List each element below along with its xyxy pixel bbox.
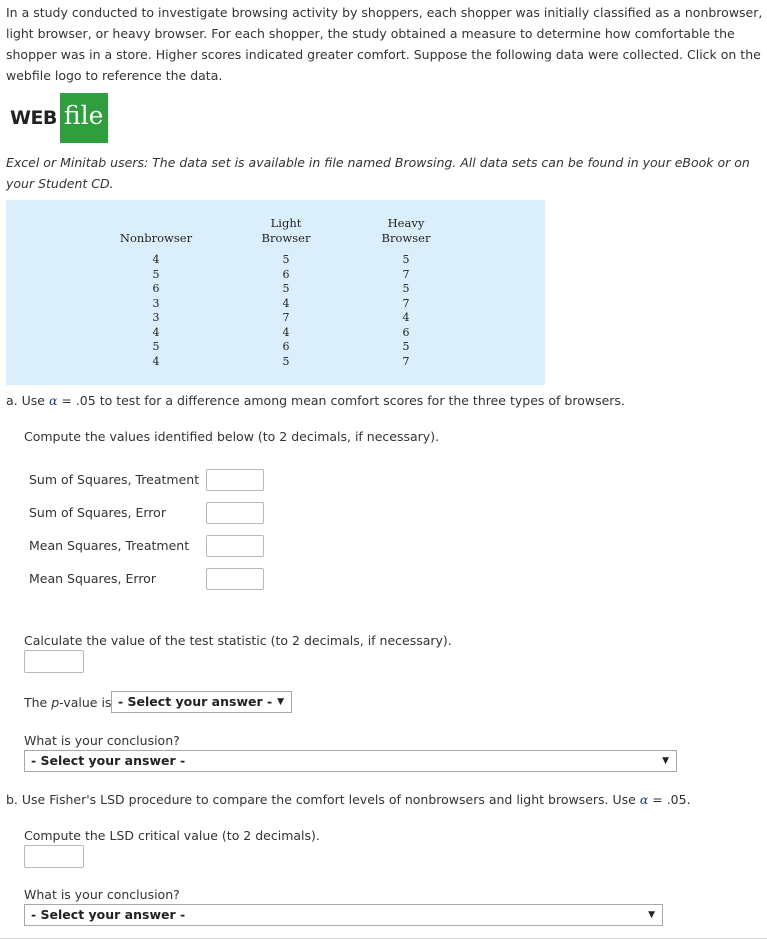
conclusion-select-a[interactable] [24,750,677,772]
data-cell: 4 [152,354,160,368]
data-cell: 5 [402,340,410,353]
data-cell: 4 [282,296,290,310]
webfile-logo-link[interactable] [6,93,108,143]
compute-instruction: Compute the values identified below (to 2 decimals, if necessary). [24,429,440,444]
conclusion-question-b: What is your conclusion? [24,887,180,902]
data-cell: 5 [152,340,160,353]
excel-minitab-note: Excel or Minitab users: The data set is available in file named Browsing. All data sets can be found in your eBook or on your Student CD. [6,155,750,191]
data-cell: 4 [402,311,410,324]
data-cell: 5 [152,267,160,281]
header-line: Light [270,216,302,230]
data-cell: 4 [152,325,160,339]
column-header-nonbrowser [106,200,206,246]
column-header-light-browser [236,200,336,246]
divider [0,938,767,939]
part-a-prefix: a. Use [6,393,45,408]
webfile-logo-web: WEB [10,107,57,129]
webfile-logo-file: file [60,93,108,143]
data-cell: 6 [402,325,410,339]
dropdown-arrow-icon: ▼ [648,910,655,920]
header-line: Browser [381,231,431,245]
alpha-symbol: α [48,393,58,408]
data-cell: 6 [282,267,290,281]
data-cell: 7 [282,311,290,324]
data-cell: 4 [152,253,160,266]
lsd-instruction: Compute the LSD critical value (to 2 decimals). [24,828,320,843]
conclusion-question-a: What is your conclusion? [24,733,180,748]
data-cell: 4 [282,325,290,339]
ms-treatment-label: Mean Squares, Treatment [29,538,190,553]
ss-treatment-input[interactable] [206,469,264,491]
data-cell: 5 [282,354,290,368]
part-b-prefix: b. Use Fisher's LSD procedure to compare the comfort levels of nonbrowsers and light browsers. Use [6,792,636,807]
data-cell: 5 [402,282,410,295]
pvalue-p: p [51,695,60,710]
data-cell: 7 [402,296,410,310]
ms-error-label: Mean Squares, Error [29,571,156,586]
ms-error-input[interactable] [206,568,264,590]
part-b-question [6,792,691,807]
data-cell: 5 [402,253,410,266]
test-statistic-input[interactable] [24,650,84,673]
data-cell: 6 [282,340,290,353]
ss-error-input[interactable] [206,502,264,524]
header-line: Heavy [387,216,425,230]
data-table [6,200,545,385]
column-values-light-browser [236,253,336,369]
conclusion-select-b-value: - Select your answer - [31,907,186,922]
ss-error-label: Sum of Squares, Error [29,505,166,520]
column-values-nonbrowser [106,253,206,369]
pvalue-suffix: -value is [59,695,112,710]
part-b-suffix: = .05. [652,792,691,807]
data-cell: 3 [152,311,160,324]
part-a-suffix: = .05 to test for a difference among mean comfort scores for the three types of browsers. [61,393,625,408]
data-cell: 3 [152,296,160,310]
part-a-question [6,393,625,408]
dropdown-arrow-icon: ▼ [662,756,669,766]
header-line: Browser [261,231,311,245]
data-cell: 7 [402,354,410,368]
column-values-heavy-browser [356,253,456,369]
ms-treatment-input[interactable] [206,535,264,557]
column-header-heavy-browser [356,200,456,246]
problem-intro: In a study conducted to investigate browsing activity by shoppers, each shopper was initially classified as a nonbrowser, light browser, or heavy browser. For each shopper, the study obtained a measure to determine how comfortable the shopper was in a store. Higher scores indicated greater comfort. Suppose the following data were collected. Click on the webfile logo to reference the data. [6,5,763,83]
data-cell: 6 [152,282,160,295]
conclusion-select-a-value: - Select your answer - [31,753,186,768]
pvalue-select-value: - Select your answer - [118,694,273,709]
data-cell: 5 [282,282,290,295]
dropdown-arrow-icon: ▼ [277,697,284,707]
alpha-symbol: α [639,792,649,807]
pvalue-label [24,695,111,710]
pvalue-prefix: The [24,695,48,710]
data-cell: 5 [282,253,290,266]
pvalue-select[interactable] [111,691,292,713]
header-line: Nonbrowser [119,231,193,245]
conclusion-select-b[interactable] [24,904,663,926]
test-statistic-instruction: Calculate the value of the test statistic (to 2 decimals, if necessary). [24,633,452,648]
lsd-input[interactable] [24,845,84,868]
ss-treatment-label: Sum of Squares, Treatment [29,472,200,487]
data-cell: 7 [402,267,410,281]
